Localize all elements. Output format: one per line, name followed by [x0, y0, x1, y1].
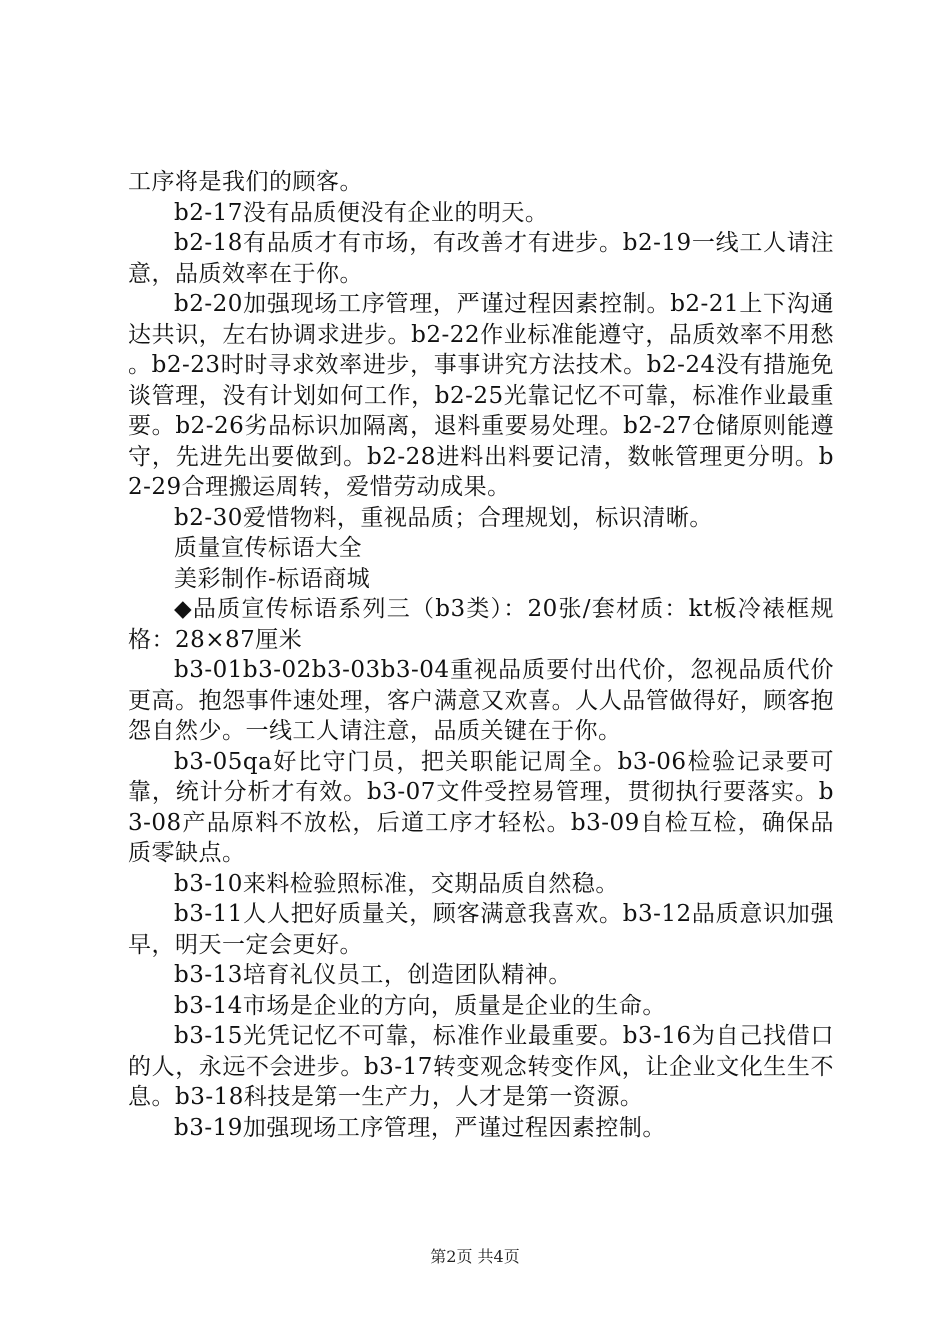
- paragraph: b3-13培育礼仪员工，创造团队精神。: [174, 962, 572, 988]
- page-footer: [0, 1244, 950, 1267]
- paragraph: b2-18有品质才有市场，有改善才有进步。b2-19一线工人请注意，品质效率在于你。: [128, 230, 834, 287]
- page-number: 第2页 共4页: [430, 1247, 520, 1266]
- paragraph: b3-19加强现场工序管理，严谨过程因素控制。: [174, 1114, 666, 1141]
- paragraph: b3-01b3-02b3-03b3-04重视品质要付出代价，忽视品质代价更高。抱怨事件速处理，客户满意又欢喜。人人品管做得好，顾客抱怨自然少。一线工人请注意，品质关键在于你。: [128, 657, 834, 744]
- paragraph: b2-20加强现场工序管理，严谨过程因素控制。b2-21上下沟通达共识，左右协调求进步。b2-22作业标准能遵守，品质效率不用愁。b2-23时时寻求效率进步，事事讲究方法技术。b2-24没有措施免谈管理，没有计划如何工作，b2-25光靠记忆不可靠，标准作业最重要。b2-26劣品标识加隔离，退料重要易处理。b2-27仓储原则能遵守，先进先出要做到。b2-28进料出料要记清，数帐管理更分明。b2-29合理搬运周转，爱惜劳动成果。: [128, 291, 834, 500]
- paragraph: b2-17没有品质便没有企业的明天。: [174, 199, 549, 226]
- paragraph: b2-30爱惜物料，重视品质；合理规划，标识清晰。: [174, 504, 713, 531]
- paragraph: b3-14市场是企业的方向，质量是企业的生命。: [174, 992, 666, 1019]
- document-body: [128, 167, 834, 1143]
- paragraph: b3-10来料检验照标准，交期品质自然稳。: [174, 870, 619, 897]
- paragraph: b3-11人人把好质量关，顾客满意我喜欢。b3-12品质意识加强早，明天一定会更好。: [128, 901, 834, 958]
- paragraph: b3-05qa好比守门员，把关职能记周全。b3-06检验记录要可靠，统计分析才有效。b3-07文件受控易管理，贯彻执行要落实。b3-08产品原料不放松，后道工序才轻松。b3-09自检互检，确保品质零缺点。: [128, 748, 834, 866]
- paragraph: b3-15光凭记忆不可靠，标准作业最重要。b3-16为自己找借口的人，永远不会进步。b3-17转变观念转变作风，让企业文化生生不息。b3-18科技是第一生产力，人才是第一资源。: [128, 1023, 834, 1110]
- paragraph: 工序将是我们的顾客。: [128, 169, 363, 195]
- section-heading: 质量宣传标语大全: [174, 535, 362, 561]
- series-header: ◆品质宣传标语系列三（b3类）：20张/套材质：kt板冷裱框规格：28×87厘米: [128, 596, 834, 653]
- source-line: 美彩制作-标语商城: [174, 565, 371, 592]
